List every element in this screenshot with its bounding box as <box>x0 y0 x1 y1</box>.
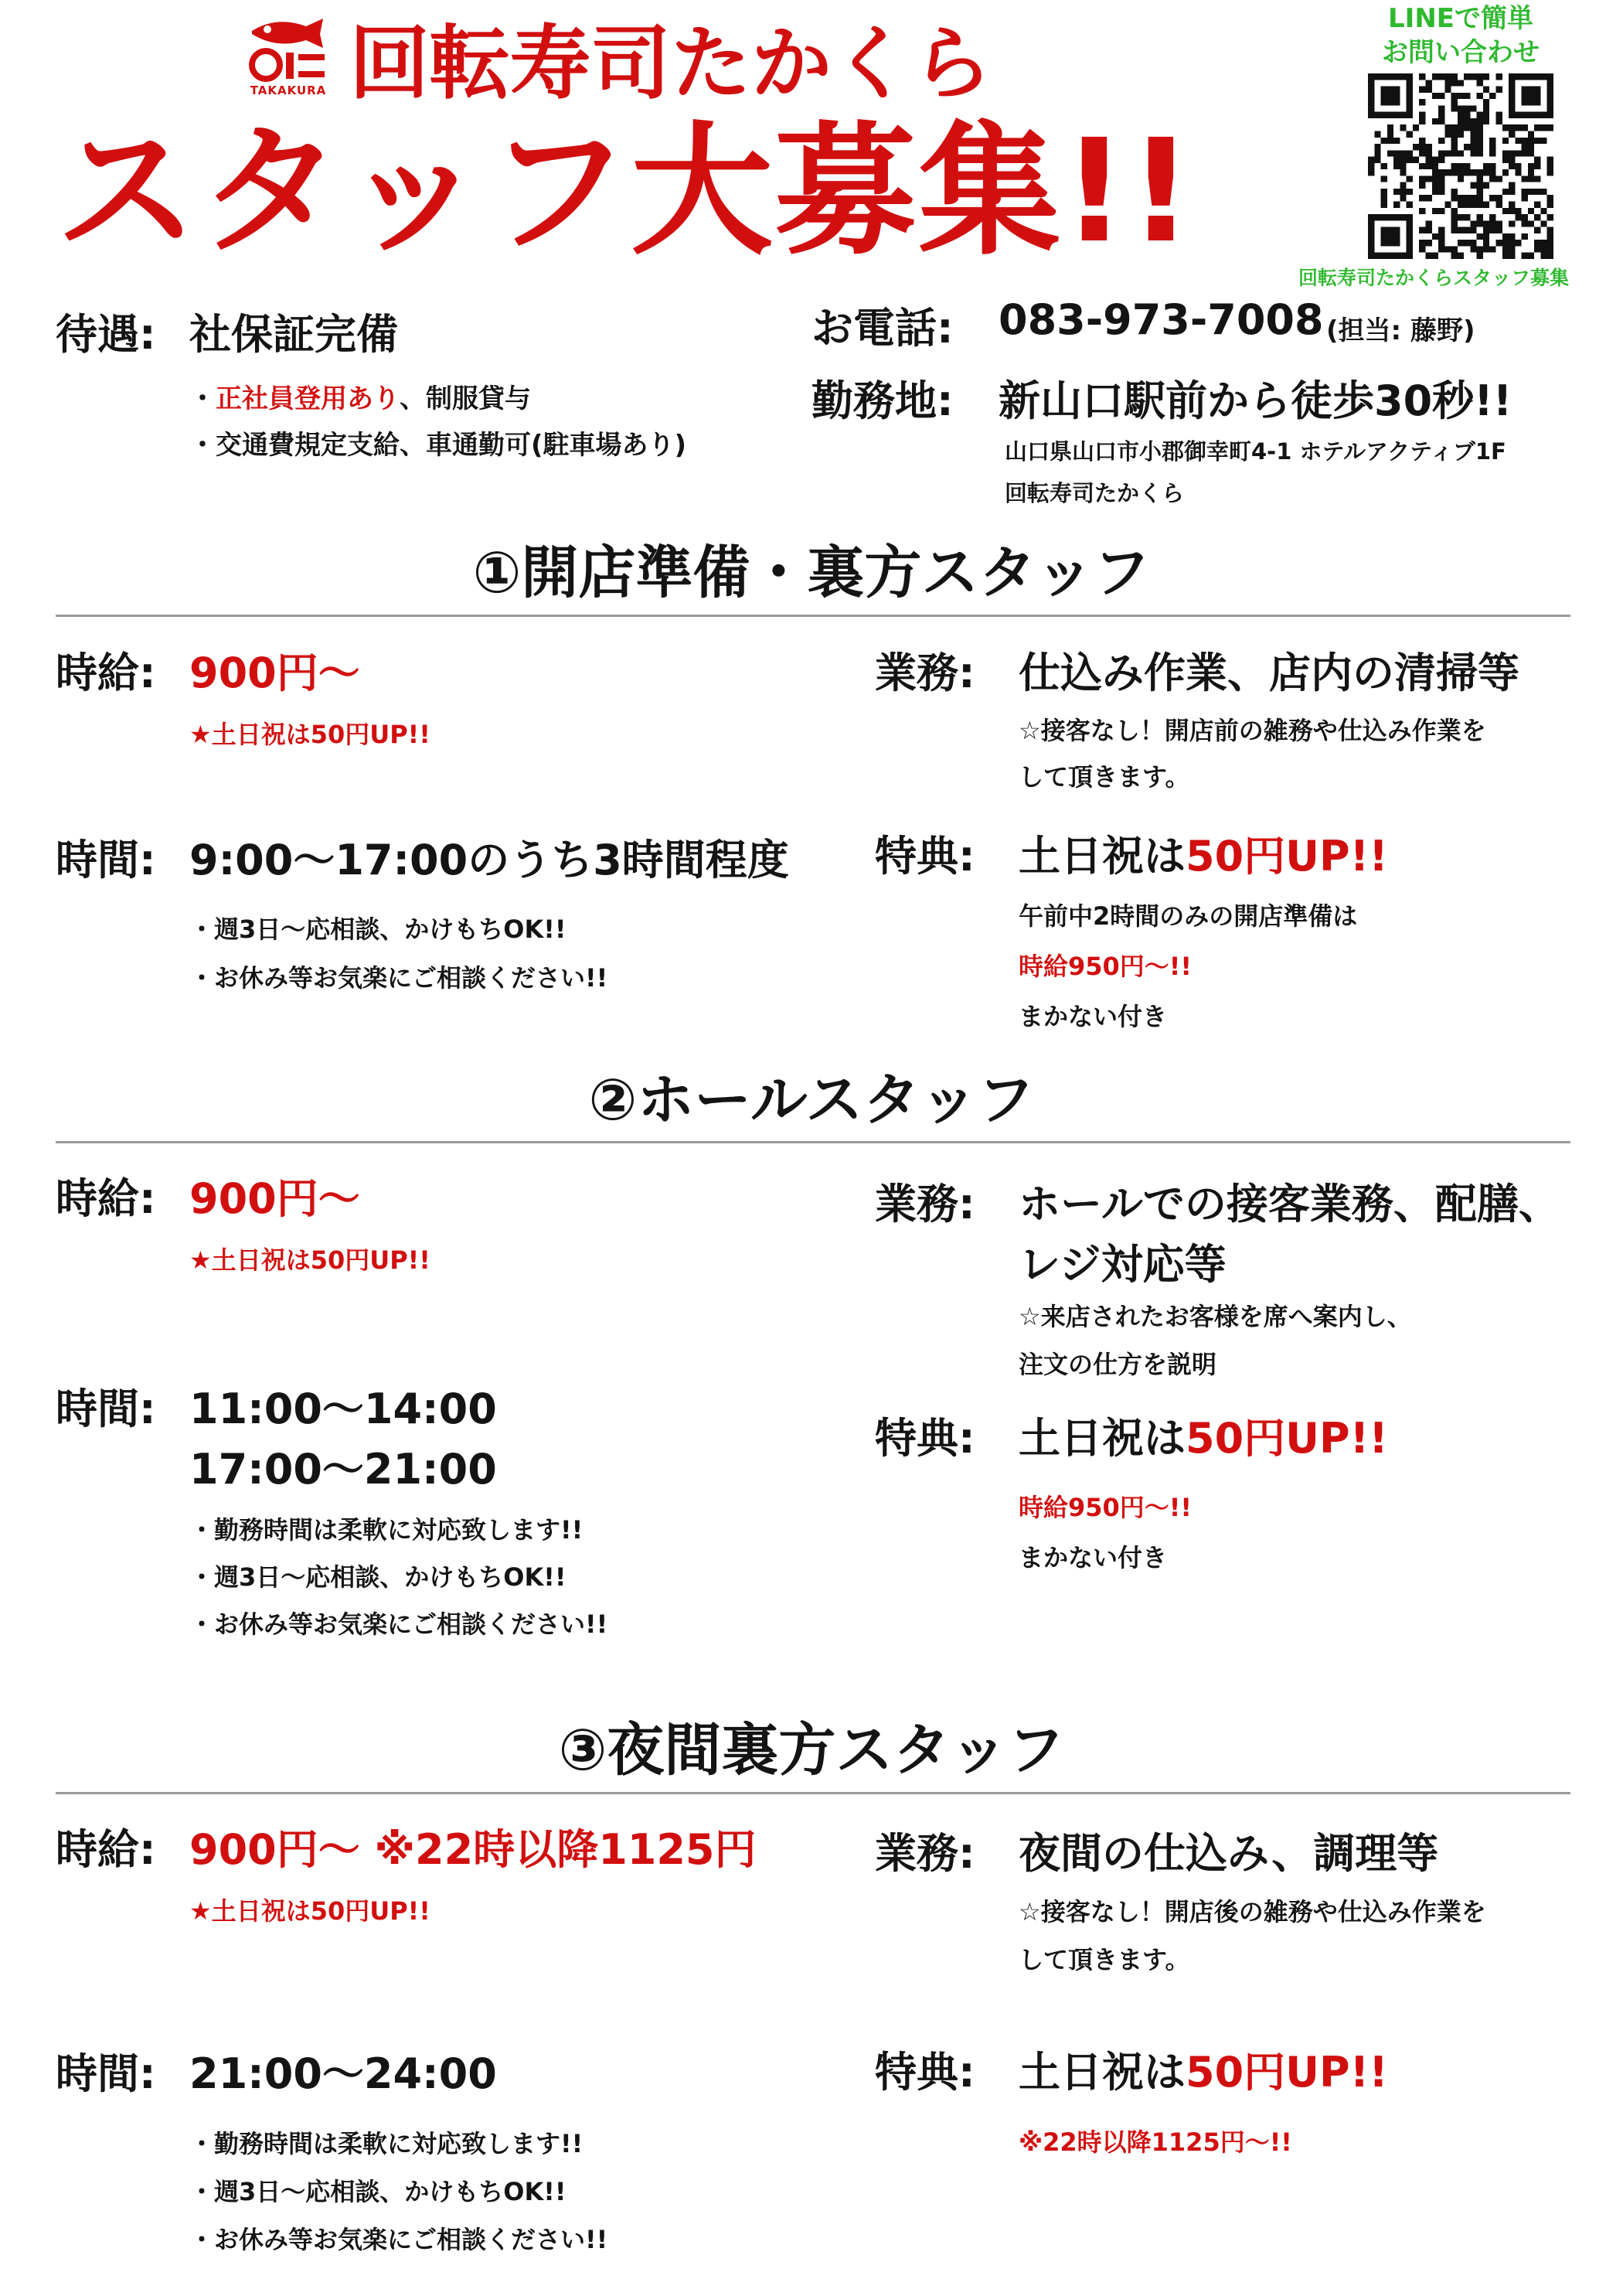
address-store: 回転寿司たかくら <box>1005 480 1185 506</box>
benefits-value: 社保証完備 <box>189 310 398 359</box>
section3-perk-night: ※22時以降1125円〜!! <box>1019 2127 1292 2157</box>
line-cta-line2: お問い合わせ <box>1382 37 1540 68</box>
location-label: 勤務地: <box>812 376 954 425</box>
section3-wage-label: 時給: <box>56 1825 156 1874</box>
section1-perk-label: 特典: <box>875 832 975 881</box>
section2-duty-note-1: ☆来店されたお客様を席へ案内し、 <box>1019 1302 1412 1331</box>
section3-hours-note-2: ・週3日〜応相談、かけもちOK!! <box>189 2177 567 2206</box>
phone-contact: (担当: 藤野) <box>1326 315 1475 346</box>
section2-wage-label: 時給: <box>56 1174 156 1223</box>
line-cta-line1: LINEで簡単 <box>1388 3 1533 34</box>
section2-hours-note-1: ・勤務時間は柔軟に対応致します!! <box>189 1515 584 1545</box>
section2-wage: 900円〜 <box>189 1174 360 1223</box>
section2-perk-wage: 時給950円〜!! <box>1019 1493 1192 1522</box>
section1-duty-note-1: ☆接客なし！開店前の雑務や仕込み作業を <box>1019 716 1486 745</box>
line-qr-code[interactable] <box>1368 73 1553 259</box>
section2-title: ②ホールスタッフ <box>588 1067 1035 1133</box>
section1-perk-meal: まかない付き <box>1019 1002 1168 1031</box>
section3-perk-label: 特典: <box>875 2048 975 2097</box>
location-value: 新山口駅前から徒歩30秒!! <box>999 376 1512 425</box>
section2-duty-2: レジ対応等 <box>1019 1240 1227 1289</box>
section1-hours: 9:00〜17:00のうち3時間程度 <box>189 836 789 884</box>
section1-duty-note-2: して頂きます。 <box>1019 762 1190 792</box>
section3-title: ③夜間裏方スタッフ <box>558 1717 1065 1783</box>
benefit-line-1 <box>189 377 531 415</box>
section2-hours-note-3: ・お休み等お気楽にご相談ください!! <box>189 1610 608 1639</box>
section2-hours-label: 時間: <box>56 1385 156 1433</box>
section3-perk-amount: 50円UP!! <box>1186 2048 1388 2097</box>
section3-divider <box>56 1792 1570 1794</box>
section1-perk-note: 午前中2時間のみの開店準備は <box>1019 901 1358 931</box>
section1-divider <box>56 615 1570 617</box>
section3-wage-note: ★土日祝は50円UP!! <box>189 1896 430 1926</box>
section3-wage-night: ※22時以降1125円 <box>374 1825 757 1874</box>
logo-text: TAKAKURA <box>250 83 327 97</box>
qr-caption: 回転寿司たかくらスタッフ募集 <box>1298 267 1570 289</box>
section2-divider <box>56 1141 1570 1143</box>
section2-wage-note: ★土日祝は50円UP!! <box>189 1245 430 1275</box>
logo <box>246 14 331 99</box>
section2-perk <box>1019 1405 1388 1465</box>
section2-hours-note-2: ・週3日〜応相談、かけもちOK!! <box>189 1562 567 1592</box>
section3-hours: 21:00〜24:00 <box>189 2049 497 2098</box>
section3-perk-text: 土日祝は <box>1019 2048 1186 2097</box>
headline: スタッフ大募集!! <box>56 109 1195 274</box>
section3-hours-note-3: ・お休み等お気楽にご相談ください!! <box>189 2225 608 2254</box>
benefit-bullet: ・ <box>189 383 216 414</box>
section1-perk-text: 土日祝は <box>1019 832 1186 881</box>
section1-duty-label: 業務: <box>875 649 975 697</box>
section3-hours-label: 時間: <box>56 2049 156 2098</box>
section2-perk-amount: 50円UP!! <box>1186 1414 1388 1463</box>
phone-label: お電話: <box>812 304 954 353</box>
section2-perk-text: 土日祝は <box>1019 1414 1186 1463</box>
section1-duty: 仕込み作業、店内の清掃等 <box>1019 649 1519 697</box>
section2-duty-1: ホールでの接客業務、配膳、 <box>1019 1180 1560 1228</box>
section2-perk-label: 特典: <box>875 1414 975 1463</box>
section3-wage <box>189 1817 756 1876</box>
section3-duty-note-1: ☆接客なし！開店後の雑務や仕込み作業を <box>1019 1897 1486 1926</box>
section1-hours-note-2: ・お休み等お気楽にご相談ください!! <box>189 963 608 993</box>
section1-perk-amount: 50円UP!! <box>1186 832 1388 881</box>
section1-hours-note-1: ・週3日〜応相談、かけもちOK!! <box>189 915 567 944</box>
section2-duty-note-2: 注文の仕方を説明 <box>1019 1350 1217 1379</box>
section3-hours-note-1: ・勤務時間は柔軟に対応致します!! <box>189 2129 584 2158</box>
section3-wage-base: 900円〜 <box>189 1825 360 1874</box>
store-name: 回転寿司たかくら <box>349 16 993 111</box>
section3-duty: 夜間の仕込み、調理等 <box>1019 1829 1439 1878</box>
section1-perk-wage: 時給950円〜!! <box>1019 952 1192 981</box>
phone-value[interactable]: 083-973-7008 <box>999 295 1324 344</box>
address: 山口県山口市小郡御幸町4-1 ホテルアクティブ1F <box>1005 438 1506 465</box>
section3-duty-note-2: して頂きます。 <box>1019 1945 1190 1974</box>
section1-wage-label: 時給: <box>56 649 156 697</box>
section2-hours-2: 17:00〜21:00 <box>189 1445 497 1494</box>
section2-perk-meal: まかない付き <box>1019 1543 1168 1572</box>
section3-duty-label: 業務: <box>875 1829 975 1878</box>
section2-duty-label: 業務: <box>875 1180 975 1228</box>
section3-perk <box>1019 2039 1388 2099</box>
full-time-offer: 正社員登用あり <box>216 383 400 414</box>
section1-title: ①開店準備・裏方スタッフ <box>472 540 1151 606</box>
section1-wage: 900円〜 <box>189 649 360 697</box>
line-cta <box>1345 2 1577 70</box>
benefit-line-2: ・交通費規定支給、車通勤可(駐車場あり) <box>189 430 687 461</box>
section1-hours-label: 時間: <box>56 836 156 884</box>
section1-perk <box>1019 823 1388 883</box>
section2-hours-1: 11:00〜14:00 <box>189 1385 497 1433</box>
section1-wage-note: ★土日祝は50円UP!! <box>189 720 430 749</box>
benefits-label: 待遇: <box>56 310 156 359</box>
uniform-loan: 、制服貸与 <box>400 383 531 414</box>
